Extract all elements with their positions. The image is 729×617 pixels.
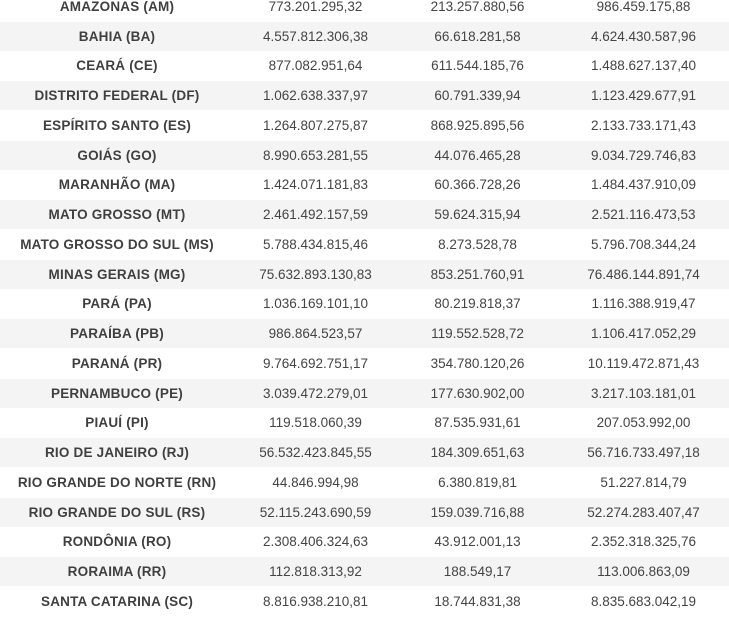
value-cell-2: 213.257.880,56: [397, 0, 558, 21]
value-cell-1: 1.424.071.181,83: [234, 170, 397, 200]
state-name-cell: SANTA CATARINA (SC): [0, 587, 234, 617]
value-cell-2: 159.039.716,88: [397, 497, 558, 527]
value-cell-2: 18.744.831,38: [397, 587, 558, 617]
value-cell-3: 9.034.729.746,83: [558, 140, 729, 170]
value-cell-2: 188.549,17: [397, 557, 558, 587]
value-cell-3: 56.716.733.497,18: [558, 438, 729, 468]
table-row: [0, 587, 729, 617]
state-name-cell: RIO GRANDE DO SUL (RS): [0, 497, 234, 527]
value-cell-2: 43.912.001,13: [397, 527, 558, 557]
table-row: [0, 51, 729, 81]
state-name-cell: DISTRITO FEDERAL (DF): [0, 81, 234, 111]
value-cell-1: 5.788.434.815,46: [234, 230, 397, 260]
table-row: [0, 170, 729, 200]
value-cell-2: 177.630.902,00: [397, 378, 558, 408]
value-cell-2: 60.791.339,94: [397, 81, 558, 111]
state-name-cell: MATO GROSSO DO SUL (MS): [0, 230, 234, 260]
state-name-cell: CEARÁ (CE): [0, 51, 234, 81]
value-cell-1: 2.308.406.324,63: [234, 527, 397, 557]
state-name-cell: AMAZONAS (AM): [0, 0, 234, 21]
value-cell-3: 113.006.863,09: [558, 557, 729, 587]
state-name-cell: PARÁ (PA): [0, 289, 234, 319]
value-cell-1: 877.082.951,64: [234, 51, 397, 81]
state-name-cell: PIAUÍ (PI): [0, 408, 234, 438]
table-row: [0, 111, 729, 141]
value-cell-2: 8.273.528,78: [397, 230, 558, 260]
value-cell-3: 4.624.430.587,96: [558, 21, 729, 51]
value-cell-3: 207.053.992,00: [558, 408, 729, 438]
value-cell-3: 1.484.437.910,09: [558, 170, 729, 200]
value-cell-3: 5.796.708.344,24: [558, 230, 729, 260]
value-cell-3: 52.274.283.407,47: [558, 497, 729, 527]
value-cell-2: 59.624.315,94: [397, 200, 558, 230]
value-cell-1: 3.039.472.279,01: [234, 378, 397, 408]
table-row: [0, 0, 729, 21]
state-name-cell: GOIÁS (GO): [0, 140, 234, 170]
state-name-cell: MINAS GERAIS (MG): [0, 259, 234, 289]
value-cell-2: 66.618.281,58: [397, 21, 558, 51]
value-cell-3: 51.227.814,79: [558, 468, 729, 498]
value-cell-1: 986.864.523,57: [234, 319, 397, 349]
state-name-cell: RIO DE JANEIRO (RJ): [0, 438, 234, 468]
value-cell-1: 56.532.423.845,55: [234, 438, 397, 468]
table-row: [0, 438, 729, 468]
value-cell-1: 773.201.295,32: [234, 0, 397, 21]
table-row: [0, 319, 729, 349]
table-row: [0, 81, 729, 111]
value-cell-1: 1.062.638.337,97: [234, 81, 397, 111]
value-cell-1: 1.036.169.101,10: [234, 289, 397, 319]
table-row: [0, 21, 729, 51]
value-cell-3: 10.119.472.871,43: [558, 349, 729, 379]
value-cell-3: 1.123.429.677,91: [558, 81, 729, 111]
table-row: [0, 527, 729, 557]
value-cell-1: 8.816.938.210,81: [234, 587, 397, 617]
value-cell-1: 52.115.243.690,59: [234, 497, 397, 527]
value-cell-1: 2.461.492.157,59: [234, 200, 397, 230]
value-cell-2: 868.925.895,56: [397, 111, 558, 141]
value-cell-2: 80.219.818,37: [397, 289, 558, 319]
value-cell-3: 1.488.627.137,40: [558, 51, 729, 81]
value-cell-1: 4.557.812.306,38: [234, 21, 397, 51]
table-row: [0, 468, 729, 498]
value-cell-3: 8.835.683.042,19: [558, 587, 729, 617]
state-name-cell: PERNAMBUCO (PE): [0, 378, 234, 408]
value-cell-1: 1.264.807.275,87: [234, 111, 397, 141]
state-name-cell: MARANHÃO (MA): [0, 170, 234, 200]
table-row: [0, 140, 729, 170]
value-cell-1: 8.990.653.281,55: [234, 140, 397, 170]
value-cell-1: 9.764.692.751,17: [234, 349, 397, 379]
value-cell-3: 2.133.733.171,43: [558, 111, 729, 141]
value-cell-2: 354.780.120,26: [397, 349, 558, 379]
state-name-cell: RONDÔNIA (RO): [0, 527, 234, 557]
value-cell-2: 6.380.819,81: [397, 468, 558, 498]
table-row: [0, 497, 729, 527]
state-name-cell: MATO GROSSO (MT): [0, 200, 234, 230]
value-cell-3: 76.486.144.891,74: [558, 259, 729, 289]
table-row: [0, 378, 729, 408]
value-cell-3: 1.106.417.052,29: [558, 319, 729, 349]
table-row: [0, 230, 729, 260]
value-cell-2: 119.552.528,72: [397, 319, 558, 349]
value-cell-2: 611.544.185,76: [397, 51, 558, 81]
state-name-cell: ESPÍRITO SANTO (ES): [0, 111, 234, 141]
state-name-cell: BAHIA (BA): [0, 21, 234, 51]
state-name-cell: PARANÁ (PR): [0, 349, 234, 379]
value-cell-3: 3.217.103.181,01: [558, 378, 729, 408]
value-cell-3: 2.352.318.325,76: [558, 527, 729, 557]
value-cell-3: 1.116.388.919,47: [558, 289, 729, 319]
value-cell-2: 853.251.760,91: [397, 259, 558, 289]
table-row: [0, 259, 729, 289]
value-cell-2: 184.309.651,63: [397, 438, 558, 468]
state-name-cell: RORAIMA (RR): [0, 557, 234, 587]
state-name-cell: PARAÍBA (PB): [0, 319, 234, 349]
table-row: [0, 349, 729, 379]
table-row: [0, 200, 729, 230]
table-row: [0, 408, 729, 438]
value-cell-2: 87.535.931,61: [397, 408, 558, 438]
value-cell-3: 2.521.116.473,53: [558, 200, 729, 230]
table-row: [0, 557, 729, 587]
value-cell-1: 44.846.994,98: [234, 468, 397, 498]
value-cell-2: 44.076.465,28: [397, 140, 558, 170]
value-cell-2: 60.366.728,26: [397, 170, 558, 200]
table-row: [0, 289, 729, 319]
state-name-cell: RIO GRANDE DO NORTE (RN): [0, 468, 234, 498]
value-cell-1: 112.818.313,92: [234, 557, 397, 587]
value-cell-3: 986.459.175,88: [558, 0, 729, 21]
value-cell-1: 75.632.893.130,83: [234, 259, 397, 289]
value-cell-1: 119.518.060,39: [234, 408, 397, 438]
